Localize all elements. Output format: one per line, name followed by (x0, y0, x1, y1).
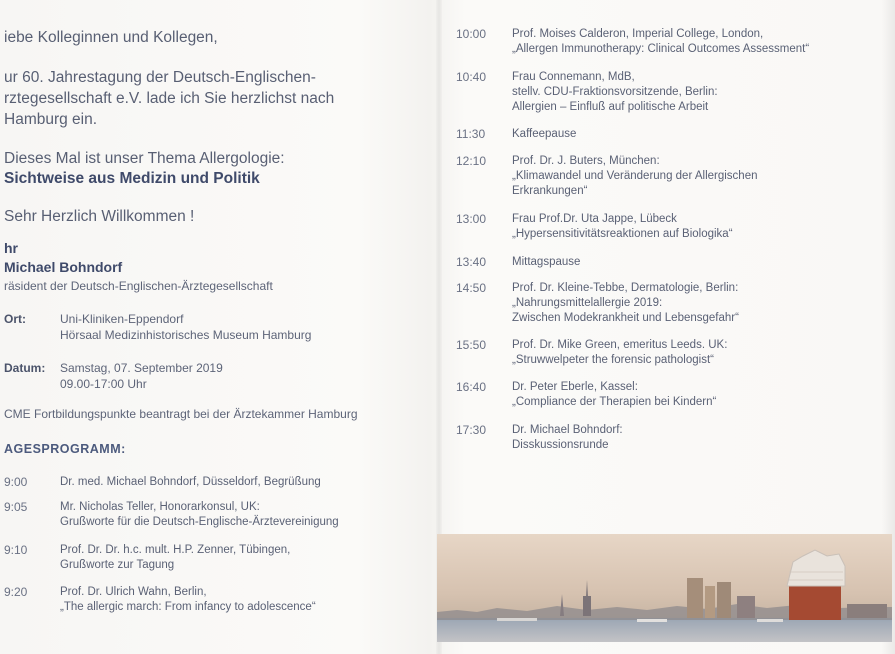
datum-value: 09.00-17:00 Uhr (60, 377, 147, 391)
skyline-illustration (437, 534, 892, 642)
harbor-building (847, 604, 887, 618)
program-line: Disskussionsrunde (512, 439, 609, 451)
program-line: Prof. Dr. Kleine-Tebbe, Dermatologie, Berlin: (512, 282, 739, 294)
ort-value: Hörsaal Medizinhistorisches Museum Hamburg (60, 328, 312, 342)
program-entry (512, 154, 758, 199)
welcome-text: Sehr Herzlich Willkommen ! (4, 208, 195, 225)
program-line: Allergien – Einfluß auf politische Arbeit (512, 101, 709, 113)
program-entry (512, 380, 716, 410)
program-entry (512, 281, 739, 326)
office-tower (687, 578, 703, 618)
program-line: Zwischen Modekrankheit und Lebensgefahr“ (512, 312, 739, 324)
program-line: Mr. Nicholas Teller, Honorarkonsul, UK: (60, 501, 260, 513)
intro-line: ur 60. Jahrestagung der Deutsch-Englischen- (4, 69, 316, 86)
program-entry (512, 423, 623, 453)
signer-name: Michael Bohndorf (4, 259, 123, 275)
program-line: Erkrankungen“ (512, 185, 588, 197)
program-line: „Nahrungsmittelallergie 2019: (512, 297, 663, 309)
program-line: Dr. Peter Eberle, Kassel: (512, 381, 638, 393)
signer-role: räsident der Deutsch-Englischen-Ärztegesellschaft (4, 279, 273, 293)
program-time: 16:40 (456, 380, 487, 394)
program-time: 13:40 (456, 255, 487, 269)
program-entry (512, 127, 576, 142)
program-entry (60, 543, 290, 573)
program-line: Frau Prof.Dr. Uta Jappe, Lübeck (512, 213, 677, 225)
program-heading: AGESPROGRAMM: (4, 442, 126, 456)
ship (497, 618, 537, 621)
program-time: 17:30 (456, 423, 487, 437)
program-line: Prof. Dr. Mike Green, emeritus Leeds. UK: (512, 339, 728, 351)
datum-value: Samstag, 07. September 2019 (60, 361, 223, 375)
program-entry (512, 255, 580, 270)
church-tower (583, 596, 591, 616)
theme-line: Dieses Mal ist unser Thema Allergologie: (4, 150, 285, 167)
program-line: Grußworte zur Tagung (60, 559, 175, 571)
office-tower (717, 582, 731, 618)
program-time: 9:20 (4, 585, 28, 599)
program-line: „Allergen Immunotherapy: Clinical Outcomes Assessment“ (512, 43, 810, 55)
intro-line: rztegesellschaft e.V. lade ich Sie herzlichst nach (4, 90, 335, 107)
program-entry (512, 27, 809, 57)
program-entry (512, 70, 718, 115)
program-line: Prof. Moises Calderon, Imperial College, London, (512, 28, 764, 40)
program-time: 14:50 (456, 281, 487, 295)
intro-line: Hamburg ein. (4, 111, 98, 128)
warehouse (737, 596, 755, 618)
program-entry (60, 475, 321, 490)
ort-label: Ort: (4, 312, 26, 326)
cme-note: CME Fortbildungspunkte beantragt bei der Ärztekammer Hamburg (4, 407, 358, 421)
signoff: hr (4, 240, 18, 256)
program-line: Prof. Dr. Dr. h.c. mult. H.P. Zenner, Tübingen, (60, 544, 291, 556)
program-line: Kaffeepause (512, 128, 577, 140)
program-line: „Compliance der Therapien bei Kindern“ (512, 396, 717, 408)
program-time: 12:10 (456, 154, 487, 168)
program-line: Prof. Dr. Ulrich Wahn, Berlin, (60, 586, 207, 598)
program-time: 11:30 (456, 127, 486, 141)
program-time: 10:00 (456, 27, 487, 41)
program-entry (60, 585, 316, 615)
program-line: Frau Connemann, MdB, (512, 71, 635, 83)
ort-value: Uni-Kliniken-Eppendorf (60, 312, 184, 326)
program-line: „Hypersensitivitätsreaktionen auf Biologika“ (512, 228, 733, 240)
program-time: 9:05 (4, 500, 28, 514)
greeting: iebe Kolleginnen und Kollegen, (4, 29, 218, 46)
program-line: Dr. med. Michael Bohndorf, Düsseldorf, Begrüßung (60, 476, 321, 488)
program-line: „Klimawandel und Veränderung der Allergischen (512, 170, 758, 182)
program-time: 13:00 (456, 212, 487, 226)
program-line: Grußworte für die Deutsch-Englische-Ärztevereinigung (60, 516, 339, 528)
elbphilharmonie-base (789, 586, 841, 620)
program-line: Prof. Dr. J. Buters, München: (512, 155, 660, 167)
program-line: „Struwwelpeter the forensic pathologist“ (512, 354, 714, 366)
ship (757, 619, 783, 622)
program-entry (60, 500, 339, 530)
program-entry (512, 212, 733, 242)
program-time: 9:10 (4, 543, 28, 557)
program-line: „The allergic march: From infancy to adolescence“ (60, 601, 316, 613)
office-tower (705, 586, 715, 618)
program-time: 15:50 (456, 338, 487, 352)
program-entry (512, 338, 727, 368)
program-line: Mittagspause (512, 256, 581, 268)
program-line: stellv. CDU-Fraktionsvorsitzende, Berlin: (512, 86, 718, 98)
ship (637, 619, 667, 622)
program-time: 10:40 (456, 70, 487, 84)
datum-label: Datum: (4, 361, 46, 375)
program-line: Dr. Michael Bohndorf: (512, 424, 623, 436)
hamburg-skyline-image (437, 534, 892, 642)
theme-title: Sichtweise aus Medizin und Politik (4, 170, 260, 187)
program-time: 9:00 (4, 475, 28, 489)
